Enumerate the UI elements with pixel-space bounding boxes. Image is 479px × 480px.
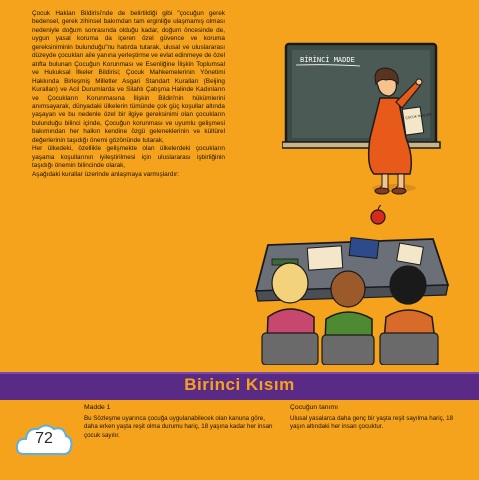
paragraph-2: Her ülkedeki, özellikle gelişmekte olan ülkelerdeki çocukların yaşama koşullarının iyileştirilmesi için uluslararası işbirliğinin taşıdığı önemin bilincinde olarak, [32, 145, 225, 170]
definition-column [290, 404, 460, 432]
definition-text: Ulusal yasalarca daha genç bir yaşta reşit sayılma hariç, 18 yaşın altındaki her insan çocuktur. [290, 414, 454, 431]
article-heading: Madde 1 [84, 404, 111, 411]
intro-text [32, 10, 225, 179]
paper-text: ÇOCUK HAKLARI [405, 112, 432, 120]
article-text: Bu Sözleşme uyarınca çocuğa uygulanabilecek olan kanuna göre, daha erken yaşta reşit olma durumu hariç, 18 yaşına kadar her insan çocuk sayılır. [84, 414, 273, 439]
students-desk-illustration [248, 205, 453, 365]
definition-heading: Çocuğun tanımı [290, 404, 338, 411]
paragraph-1: Çocuk Hakları Bildirisi'nde de belirtildiği gibi "çocuğun gerek bedensel, gerek zihinsel bakımdan tam erginliğe ulaşmamış olması nedeniyle doğum sonrasında olduğu kadar, doğum öncesinde de, uygun yasal koruma da içeren özel güvence ve koruma gereksiniminin bulunduğu"nu hatırda tutarak, ulusal ve uluslararası düzeyde çocukları aile yanına yerleştirme ve evlat edinmeye de özel atıfta bulunan Çocuğun Korunması ve Esenliğine İlişkin Toplumsal ve Hukuksal İlkeler Bildirisi; Çocuk Mahkemelerinin Yönetimi Hakkında Birleşmiş Milletler Asgari Standart Kuralları (Beijing Kuralları) ve Acil Durumlarda ve Silahlı Çatışma Halinde Kadınların ve Çocukların Korunmasına İlişkin Bildiri'nin hükümlerini anımsayarak, dünyadaki ülkelerin tümünde çok güç koşullar altında yaşayan ve bu nedenle özel bir ilgiye gereksinimi olan çocukların bulunduğu bilinci içinde, Çocuğun korunması ve uyumlu gelişmesi bakımından her halkın kendine özgü geleneklerinin ve kültürel değerlerinin taşıdığı önemi gözönünde tutarak, [32, 10, 225, 144]
article-column [84, 404, 274, 440]
section-title: Birinci Kısım [184, 375, 295, 394]
page-number: 72 [35, 430, 53, 447]
blackboard-text: BİRİNCİ MADDE [300, 56, 355, 64]
paragraph-3: Aşağıdaki kurallar üzerinde anlaşmaya varmışlardır: [32, 170, 180, 178]
teacher-blackboard-illustration [282, 38, 442, 198]
